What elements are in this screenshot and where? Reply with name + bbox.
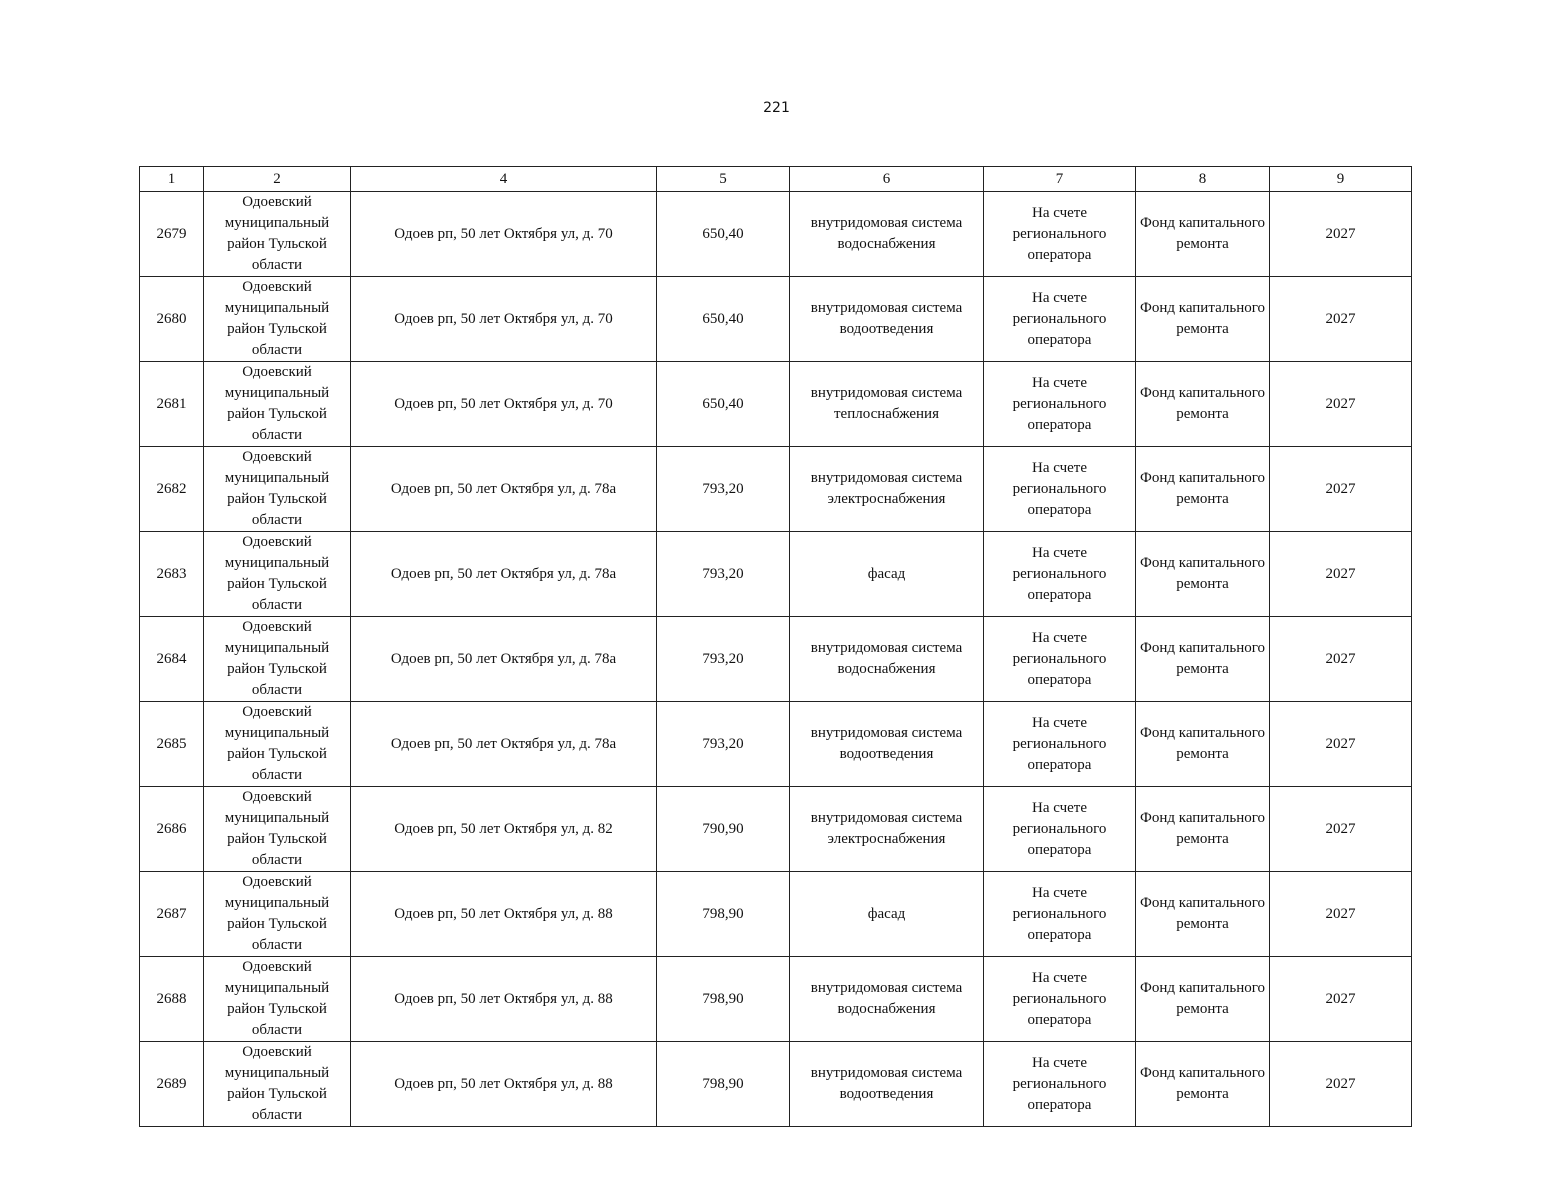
address-cell: Одоев рп, 50 лет Октября ул, д. 70 xyxy=(351,362,657,447)
district-cell: Одоевский муниципальный район Тульской области xyxy=(204,277,351,362)
address-cell: Одоев рп, 50 лет Октября ул, д. 78а xyxy=(351,702,657,787)
fund-cell: Фонд капитального ремонта xyxy=(1136,447,1270,532)
address-cell: Одоев рп, 50 лет Октября ул, д. 88 xyxy=(351,957,657,1042)
area-cell: 793,20 xyxy=(657,617,790,702)
table-row xyxy=(140,787,1412,872)
fund-cell: Фонд капитального ремонта xyxy=(1136,532,1270,617)
system-cell: внутридомовая система электроснабжения xyxy=(790,447,984,532)
system-cell: внутридомовая система водоотведения xyxy=(790,1042,984,1127)
column-header: 4 xyxy=(351,167,657,192)
system-cell: фасад xyxy=(790,872,984,957)
table-row xyxy=(140,277,1412,362)
year-cell: 2027 xyxy=(1270,1042,1412,1127)
row-number-cell: 2685 xyxy=(140,702,204,787)
row-number-cell: 2681 xyxy=(140,362,204,447)
area-cell: 790,90 xyxy=(657,787,790,872)
system-cell: внутридомовая система водоснабжения xyxy=(790,957,984,1042)
table-row xyxy=(140,702,1412,787)
district-cell: Одоевский муниципальный район Тульской области xyxy=(204,957,351,1042)
row-number-cell: 2688 xyxy=(140,957,204,1042)
area-cell: 650,40 xyxy=(657,277,790,362)
district-cell: Одоевский муниципальный район Тульской области xyxy=(204,1042,351,1127)
address-cell: Одоев рп, 50 лет Октября ул, д. 78а xyxy=(351,447,657,532)
fund-cell: Фонд капитального ремонта xyxy=(1136,277,1270,362)
table-header xyxy=(140,167,1412,192)
account-cell: На счете регионального оператора xyxy=(984,362,1136,447)
district-cell: Одоевский муниципальный район Тульской области xyxy=(204,617,351,702)
account-cell: На счете регионального оператора xyxy=(984,617,1136,702)
table-row xyxy=(140,362,1412,447)
column-header: 1 xyxy=(140,167,204,192)
district-cell: Одоевский муниципальный район Тульской области xyxy=(204,447,351,532)
area-cell: 793,20 xyxy=(657,532,790,617)
row-number-cell: 2684 xyxy=(140,617,204,702)
row-number-cell: 2679 xyxy=(140,192,204,277)
address-cell: Одоев рп, 50 лет Октября ул, д. 78а xyxy=(351,617,657,702)
fund-cell: Фонд капитального ремонта xyxy=(1136,192,1270,277)
year-cell: 2027 xyxy=(1270,702,1412,787)
year-cell: 2027 xyxy=(1270,617,1412,702)
fund-cell: Фонд капитального ремонта xyxy=(1136,872,1270,957)
area-cell: 793,20 xyxy=(657,702,790,787)
district-cell: Одоевский муниципальный район Тульской области xyxy=(204,532,351,617)
address-cell: Одоев рп, 50 лет Октября ул, д. 70 xyxy=(351,192,657,277)
district-cell: Одоевский муниципальный район Тульской области xyxy=(204,702,351,787)
system-cell: внутридомовая система водоснабжения xyxy=(790,617,984,702)
district-cell: Одоевский муниципальный район Тульской области xyxy=(204,362,351,447)
address-cell: Одоев рп, 50 лет Октября ул, д. 70 xyxy=(351,277,657,362)
address-cell: Одоев рп, 50 лет Октября ул, д. 88 xyxy=(351,872,657,957)
row-number-cell: 2680 xyxy=(140,277,204,362)
header-row xyxy=(140,167,1412,192)
column-header: 5 xyxy=(657,167,790,192)
fund-cell: Фонд капитального ремонта xyxy=(1136,702,1270,787)
row-number-cell: 2682 xyxy=(140,447,204,532)
year-cell: 2027 xyxy=(1270,192,1412,277)
table-row xyxy=(140,192,1412,277)
register-table xyxy=(139,166,1412,1127)
account-cell: На счете регионального оператора xyxy=(984,532,1136,617)
system-cell: внутридомовая система водоотведения xyxy=(790,277,984,362)
row-number-cell: 2687 xyxy=(140,872,204,957)
year-cell: 2027 xyxy=(1270,277,1412,362)
account-cell: На счете регионального оператора xyxy=(984,957,1136,1042)
fund-cell: Фонд капитального ремонта xyxy=(1136,957,1270,1042)
address-cell: Одоев рп, 50 лет Октября ул, д. 78а xyxy=(351,532,657,617)
account-cell: На счете регионального оператора xyxy=(984,277,1136,362)
year-cell: 2027 xyxy=(1270,787,1412,872)
system-cell: внутридомовая система водоотведения xyxy=(790,702,984,787)
district-cell: Одоевский муниципальный район Тульской области xyxy=(204,872,351,957)
system-cell: внутридомовая система теплоснабжения xyxy=(790,362,984,447)
area-cell: 793,20 xyxy=(657,447,790,532)
system-cell: внутридомовая система водоснабжения xyxy=(790,192,984,277)
table-body xyxy=(140,192,1412,1127)
district-cell: Одоевский муниципальный район Тульской области xyxy=(204,787,351,872)
account-cell: На счете регионального оператора xyxy=(984,1042,1136,1127)
account-cell: На счете регионального оператора xyxy=(984,872,1136,957)
table-row xyxy=(140,1042,1412,1127)
account-cell: На счете регионального оператора xyxy=(984,447,1136,532)
account-cell: На счете регионального оператора xyxy=(984,787,1136,872)
area-cell: 650,40 xyxy=(657,362,790,447)
year-cell: 2027 xyxy=(1270,957,1412,1042)
table-row xyxy=(140,447,1412,532)
area-cell: 650,40 xyxy=(657,192,790,277)
year-cell: 2027 xyxy=(1270,872,1412,957)
row-number-cell: 2683 xyxy=(140,532,204,617)
address-cell: Одоев рп, 50 лет Октября ул, д. 88 xyxy=(351,1042,657,1127)
fund-cell: Фонд капитального ремонта xyxy=(1136,1042,1270,1127)
fund-cell: Фонд капитального ремонта xyxy=(1136,362,1270,447)
table-row xyxy=(140,617,1412,702)
system-cell: фасад xyxy=(790,532,984,617)
year-cell: 2027 xyxy=(1270,532,1412,617)
table-row xyxy=(140,872,1412,957)
column-header: 8 xyxy=(1136,167,1270,192)
address-cell: Одоев рп, 50 лет Октября ул, д. 82 xyxy=(351,787,657,872)
account-cell: На счете регионального оператора xyxy=(984,702,1136,787)
year-cell: 2027 xyxy=(1270,362,1412,447)
table-row xyxy=(140,532,1412,617)
year-cell: 2027 xyxy=(1270,447,1412,532)
column-header: 2 xyxy=(204,167,351,192)
table-row xyxy=(140,957,1412,1042)
column-header: 7 xyxy=(984,167,1136,192)
page-number: 221 xyxy=(763,100,790,116)
column-header: 9 xyxy=(1270,167,1412,192)
row-number-cell: 2686 xyxy=(140,787,204,872)
system-cell: внутридомовая система электроснабжения xyxy=(790,787,984,872)
area-cell: 798,90 xyxy=(657,872,790,957)
row-number-cell: 2689 xyxy=(140,1042,204,1127)
area-cell: 798,90 xyxy=(657,957,790,1042)
account-cell: На счете регионального оператора xyxy=(984,192,1136,277)
district-cell: Одоевский муниципальный район Тульской области xyxy=(204,192,351,277)
area-cell: 798,90 xyxy=(657,1042,790,1127)
fund-cell: Фонд капитального ремонта xyxy=(1136,787,1270,872)
fund-cell: Фонд капитального ремонта xyxy=(1136,617,1270,702)
column-header: 6 xyxy=(790,167,984,192)
